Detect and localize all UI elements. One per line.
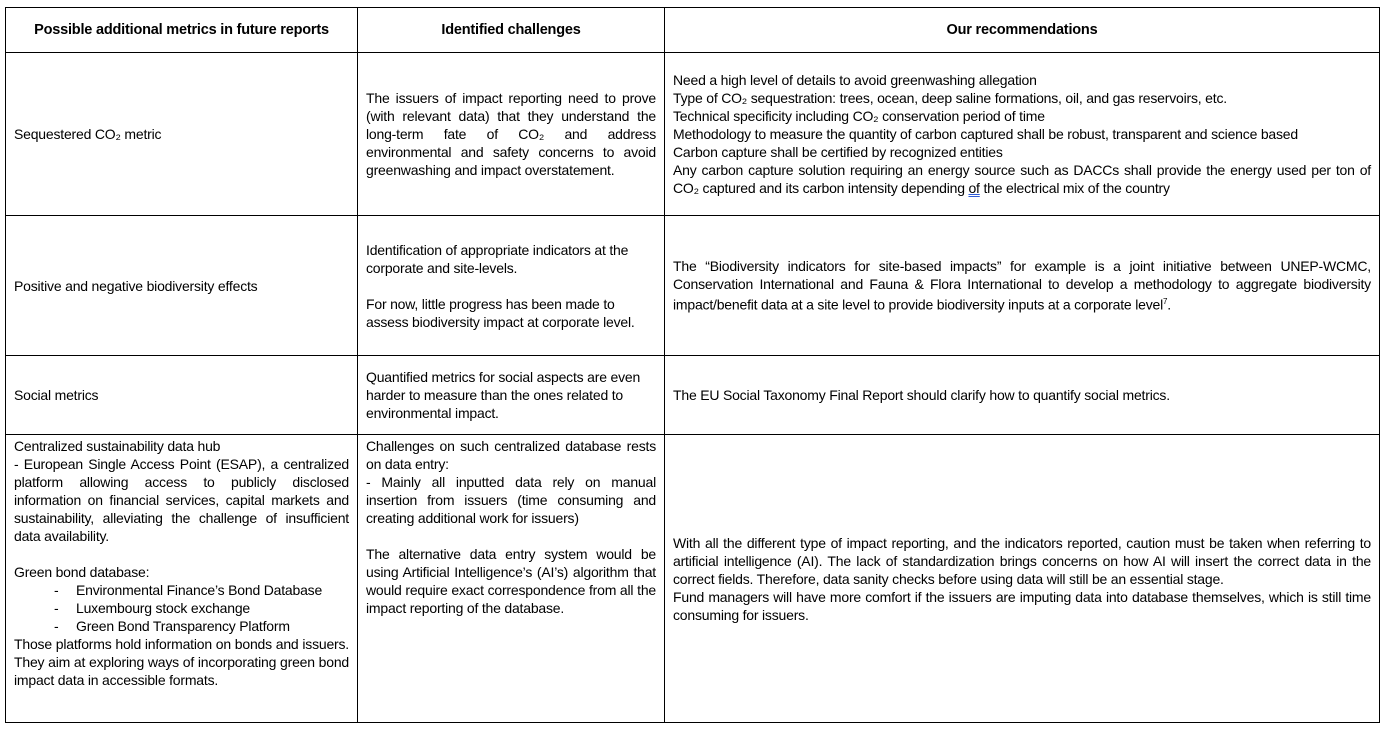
table-row [6, 356, 1380, 435]
metric-cell: Social metrics [6, 356, 358, 435]
challenge-cell [358, 435, 665, 723]
metric-cell [6, 435, 358, 723]
recommendation-line [673, 161, 1371, 197]
table-row [6, 435, 1380, 723]
metric-cell: Sequestered CO₂ metric [6, 53, 358, 216]
metric-esap: - European Single Access Point (ESAP), a centralized platform allowing access to publicly disclosed information on financial services, capital markets and sustainability, alleviating the challenge of insufficient data availability. [14, 456, 349, 544]
recommendation-line: Carbon capture shall be certified by recognized entities [673, 144, 1003, 160]
challenge-cell [358, 216, 665, 356]
green-bond-item: - Luxembourg stock exchange [54, 600, 250, 616]
recommendation-paragraph: Fund managers will have more comfort if the issuers are imputing data into database themselves, which is still time consuming for issuers. [673, 588, 1371, 623]
challenge-cell: Quantified metrics for social aspects are even harder to measure than the ones related to environmental impact. [358, 356, 665, 435]
recommendation-cell: The “Biodiversity indicators for site-based impacts” for example is a joint initiative between UNEP-WCMC, Conservation International and Fauna & Flora International to develop a methodology to aggregate biodiversity impact/benefit data at a site level to provide biodiversity inputs at a corporate level$^7$. [665, 216, 1380, 356]
recommendation-text: Any carbon capture solution requiring an energy source such as DACCs shall provide the energy used per ton of CO₂ captured and its carbon intensity depending [673, 162, 1371, 196]
recommendation-line: Methodology to measure the quantity of carbon captured shall be robust, transparent and science based [673, 126, 1298, 142]
recommendation-cell: The EU Social Taxonomy Final Report should clarify how to quantify social metrics. [665, 356, 1380, 435]
table-row [6, 53, 1380, 216]
challenge-cell: The issuers of impact reporting need to prove (with relevant data) that they understand the long-term fate of CO₂ and address environmental and safety concerns to avoid greenwashing and impact overstatement. [358, 53, 665, 216]
header-recommendations: Our recommendations [665, 8, 1380, 53]
recommendation-line: Need a high level of details to avoid greenwashing allegation [673, 72, 1037, 88]
recommendation-cell [665, 435, 1380, 723]
metrics-table [5, 7, 1380, 723]
challenge-paragraph: The alternative data entry system would be using Artificial Intelligence’s (AI’s) algorithm that would require exact correspondence from all the impact reporting of the database. [366, 546, 656, 616]
header-challenges: Identified challenges [358, 8, 665, 53]
grammar-flagged-word: of [968, 180, 980, 196]
recommendation-text: The “Biodiversity indicators for site-based impacts” for example is a joint initiative between UNEP-WCMC, Conservation International and Fauna & Flora International to develop a methodology to aggregate biodiversity impact/benefit data at a site level to provide biodiversity inputs at a corporate level [673, 258, 1371, 313]
recommendation-cell [665, 53, 1380, 216]
table-header-row [6, 8, 1380, 53]
metric-closing: Those platforms hold information on bonds and issuers. They aim at exploring ways of incorporating green bond impact data in accessible formats. [14, 636, 349, 688]
header-metrics: Possible additional metrics in future reports [6, 8, 358, 53]
recommendation-text: the electrical mix of the country [979, 180, 1170, 196]
challenge-paragraph: - Mainly all inputted data rely on manual insertion from issuers (time consuming and creating additional work for issuers) [366, 474, 656, 526]
green-bond-item: - Green Bond Transparency Platform [54, 618, 290, 634]
green-bond-title: Green bond database: [14, 564, 150, 580]
metric-cell: Positive and negative biodiversity effects [6, 216, 358, 356]
green-bond-item: - Environmental Finance’s Bond Database [54, 582, 323, 598]
challenge-paragraph: For now, little progress has been made to assess biodiversity impact at corporate level. [366, 295, 635, 330]
recommendation-line: Technical specificity including CO₂ conservation period of time [673, 108, 1045, 124]
table-row [6, 216, 1380, 356]
metric-title: Centralized sustainability data hub [14, 438, 221, 454]
recommendation-paragraph: With all the different type of impact reporting, and the indicators reported, caution must be taken when referring to artificial intelligence (AI). The lack of standardization brings concerns on how AI will insert the correct data in the correct fields. Therefore, data sanity checks before using data will still be an essential stage. [673, 534, 1371, 587]
challenge-paragraph: Challenges on such centralized database rests on data entry: [366, 438, 656, 472]
challenge-paragraph: Identification of appropriate indicators at the corporate and site-levels. [366, 241, 629, 276]
recommendation-line: Type of CO₂ sequestration: trees, ocean, deep saline formations, oil, and gas reservoirs, etc. [673, 90, 1227, 106]
footnote-marker: 7 [1163, 297, 1168, 307]
